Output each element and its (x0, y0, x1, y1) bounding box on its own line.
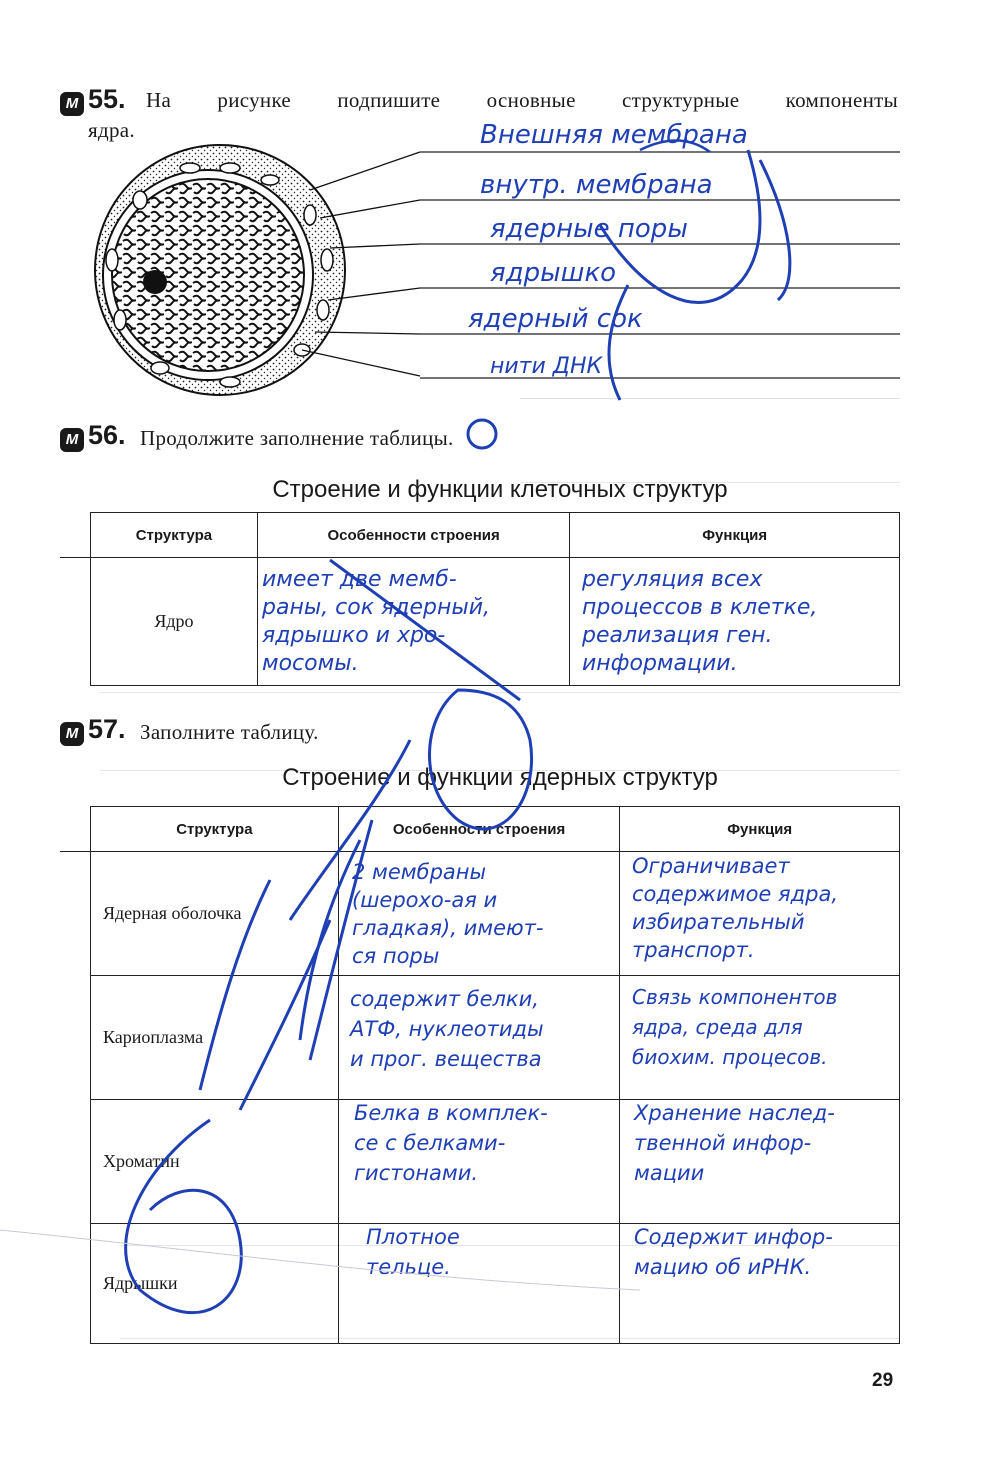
hw-57-row3-features: Белка в комплек- се с белками- гистонами. (354, 1101, 548, 1185)
cell-structure: Ядерная оболочка (91, 852, 339, 976)
table-57-caption: Строение и функции ядерных структур (282, 764, 718, 791)
label-nuclear-pores: ядерные поры (490, 214, 688, 244)
label-nucleolus: ядрышко (490, 258, 617, 288)
m-badge-icon: M (60, 722, 84, 746)
m-badge-icon: M (60, 428, 84, 452)
header-features: Особенности строения (338, 807, 620, 852)
cell-structure: Кариоплазма (91, 976, 339, 1100)
cell-structure: Хроматин (91, 1100, 339, 1224)
hw-57-row1-function: Ограничивает содержимое ядра, избирательный транспорт. (632, 854, 839, 962)
m-badge-icon: M (60, 92, 84, 116)
label-nuclear-sap: ядерный сок (468, 304, 643, 334)
hw-57-row4-features: Плотное тельце. (366, 1225, 460, 1279)
cell-structure: Ядро (91, 558, 258, 686)
header-structure: Структура (91, 807, 339, 852)
hw-57-row1-features: 2 мембраны (шерохо-ая и гладкая), имеют- ся поры (352, 860, 544, 968)
hw-57-row4-function: Содержит инфор- мацию об иРНК. (634, 1225, 833, 1279)
task-57-text: Заполните таблицу. (140, 720, 319, 744)
label-dna-threads: нити ДНК (490, 354, 603, 379)
task-56-text: Продолжите заполнение таблицы. (140, 426, 454, 450)
hw-56-function: регуляция всех процессов в клетке, реализация ген. информации. (582, 567, 818, 676)
header-function: Функция (620, 807, 900, 852)
cell-structure: Ядрышки (91, 1224, 339, 1344)
task-57-number: 57. (88, 714, 126, 744)
page-number: 29 (872, 1370, 894, 1391)
hw-57-row2-features: содержит белки, АТФ, нуклеотиды и прог. вещества (350, 987, 544, 1071)
header-features: Особенности строения (257, 513, 570, 558)
hw-57-row2-function: Связь компонентов ядра, среда для биохим. процесов. (632, 985, 838, 1069)
header-function: Функция (570, 513, 900, 558)
hw-57-row3-function: Хранение наслед- твенной инфор- мации (634, 1101, 835, 1185)
task-56-number: 56. (88, 420, 126, 450)
hw-56-features: имеет две мемб- раны, сок ядерный, ядрышко и хро- мосомы. (262, 567, 491, 676)
label-outer-membrane: Внешняя мембрана (480, 120, 748, 150)
task-55-text-cont: ядра. (88, 118, 135, 142)
task-55-number: 55. (88, 84, 126, 114)
table-56-caption: Строение и функции клеточных структур (272, 476, 728, 503)
label-inner-membrane: внутр. мембрана (480, 170, 713, 200)
task-55-text: На рисунке подпишите основные структурные компоненты (146, 88, 898, 112)
header-structure: Структура (91, 513, 258, 558)
